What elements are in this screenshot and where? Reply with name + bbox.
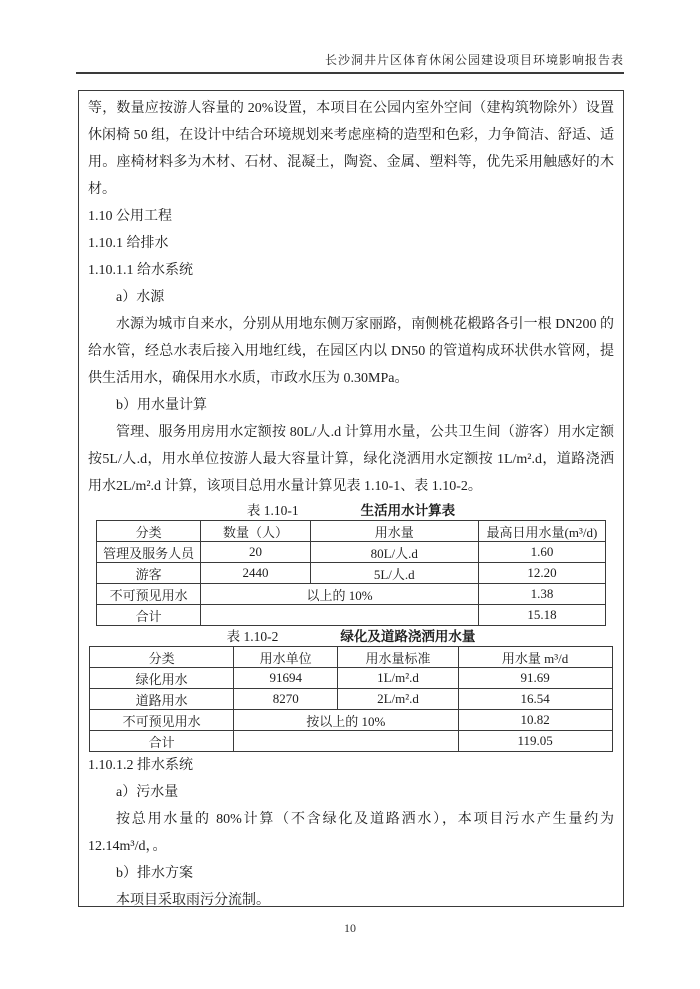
table-cell: 16.54 [458,689,612,710]
table-cell: 119.05 [458,731,612,752]
column-header: 用水量标准 [338,647,458,668]
column-header: 最高日用水量(m³/d) [478,521,605,542]
table1-title: 生活用水计算表 [360,503,456,518]
table-cell: 10.82 [458,710,612,731]
table-cell: 不可预见用水 [96,584,200,605]
table2-title: 绿化及道路浇洒用水量 [340,629,476,644]
page-header [76,51,624,68]
column-header: 用水量 [310,521,478,542]
table-cell: 8270 [233,689,337,710]
paragraph-water-calc: 管理、服务用房用水定额按 80L/人.d 计算用水量，公共卫生间（游客）用水定额按5L/人.d，用水单位按游人最大容量计算，绿化浇洒用水定额按 1L/m².d，道路浇洒用水2L/m².d 计算，该项目总用水量计算见表 1.10-1、表 1.10-2。 [88,425,614,494]
table1-caption [88,500,614,520]
table-greening-road-water [89,646,612,752]
table-cell-merged [233,731,458,752]
heading-1-10-1: 1.10.1 给排水 [88,236,169,251]
table-row [90,668,612,689]
column-header: 用水量 m³/d [458,647,612,668]
table-header-row [90,647,612,668]
table-row [90,710,612,731]
table-cell: 2440 [201,563,310,584]
column-header: 分类 [96,521,200,542]
table-cell-merged: 以上的 10% [201,584,479,605]
table-row [96,563,605,584]
table-domestic-water [96,520,606,626]
table-row [96,542,605,563]
table-cell: 5L/人.d [310,563,478,584]
table-cell: 合计 [96,605,200,626]
table2-caption [88,626,614,646]
table-cell: 合计 [90,731,234,752]
page-footer [0,921,700,936]
column-header: 数量（人） [201,521,310,542]
table-cell: 管理及服务人员 [96,542,200,563]
page-number: 10 [344,921,356,935]
table-cell: 绿化用水 [90,668,234,689]
table-row [90,689,612,710]
table-cell: 2L/m².d [338,689,458,710]
table-header-row [96,521,605,542]
paragraph-sewage: 按总用水量的 80%计算（不含绿化及道路洒水），本项目污水产生量约为12.14m³/d，。 [88,812,614,854]
table-cell: 91694 [233,668,337,689]
table-cell: 1.60 [478,542,605,563]
table-row [90,731,612,752]
table-row [96,584,605,605]
table-row [96,605,605,626]
paragraph-water-source: 水源为城市自来水，分别从用地东侧万家丽路，南侧桃花椴路各引一根 DN200 的给水管，经总水表后接入用地红线，在园区内以 DN50 的管道构成环状供水管网，提供生活用水，确保用水水质，市政水压为 0.30MPa。 [88,317,614,386]
table2-label: 表 1.10-2 [226,629,279,644]
heading-1-10: 1.10 公用工程 [88,209,172,224]
subheading-b-drainage: b）排水方案 [116,866,193,881]
table1-label: 表 1.10-1 [246,503,299,518]
content-border-box [78,90,624,907]
table-cell: 1L/m².d [338,668,458,689]
table-cell: 80L/人.d [310,542,478,563]
table-cell: 游客 [96,563,200,584]
subheading-a-water-source: a）水源 [116,290,165,305]
table-cell: 15.18 [478,605,605,626]
subheading-b-water-calc: b）用水量计算 [116,398,207,413]
column-header: 分类 [90,647,234,668]
table-cell: 20 [201,542,310,563]
header-rule [76,72,624,74]
table-cell-merged [201,605,479,626]
header-title: 长沙洞井片区体育休闲公园建设项目环境影响报告表 [324,53,624,67]
paragraph-seating: 等，数量应按游人容量的 20%设置，本项目在公园内室外空间（建构筑物除外）设置休闲椅 50 组，在设计中结合环境规划来考虑座椅的造型和色彩，力争简洁、舒适、适用。座椅材料多为木材、石材、混凝土，陶瓷、金属、塑料等，优先采用触感好的木材。 [88,101,614,197]
paragraph-split-system: 本项目采取雨污分流制。 [116,893,270,907]
heading-1-10-1-2: 1.10.1.2 排水系统 [88,758,193,773]
table-cell: 不可预见用水 [90,710,234,731]
column-header: 用水单位 [233,647,337,668]
heading-1-10-1-1: 1.10.1.1 给水系统 [88,263,193,278]
table-cell: 91.69 [458,668,612,689]
subheading-a-sewage: a）污水量 [116,785,179,800]
table-cell: 1.38 [478,584,605,605]
table-cell-merged: 按以上的 10% [233,710,458,731]
table-cell: 道路用水 [90,689,234,710]
table-cell: 12.20 [478,563,605,584]
